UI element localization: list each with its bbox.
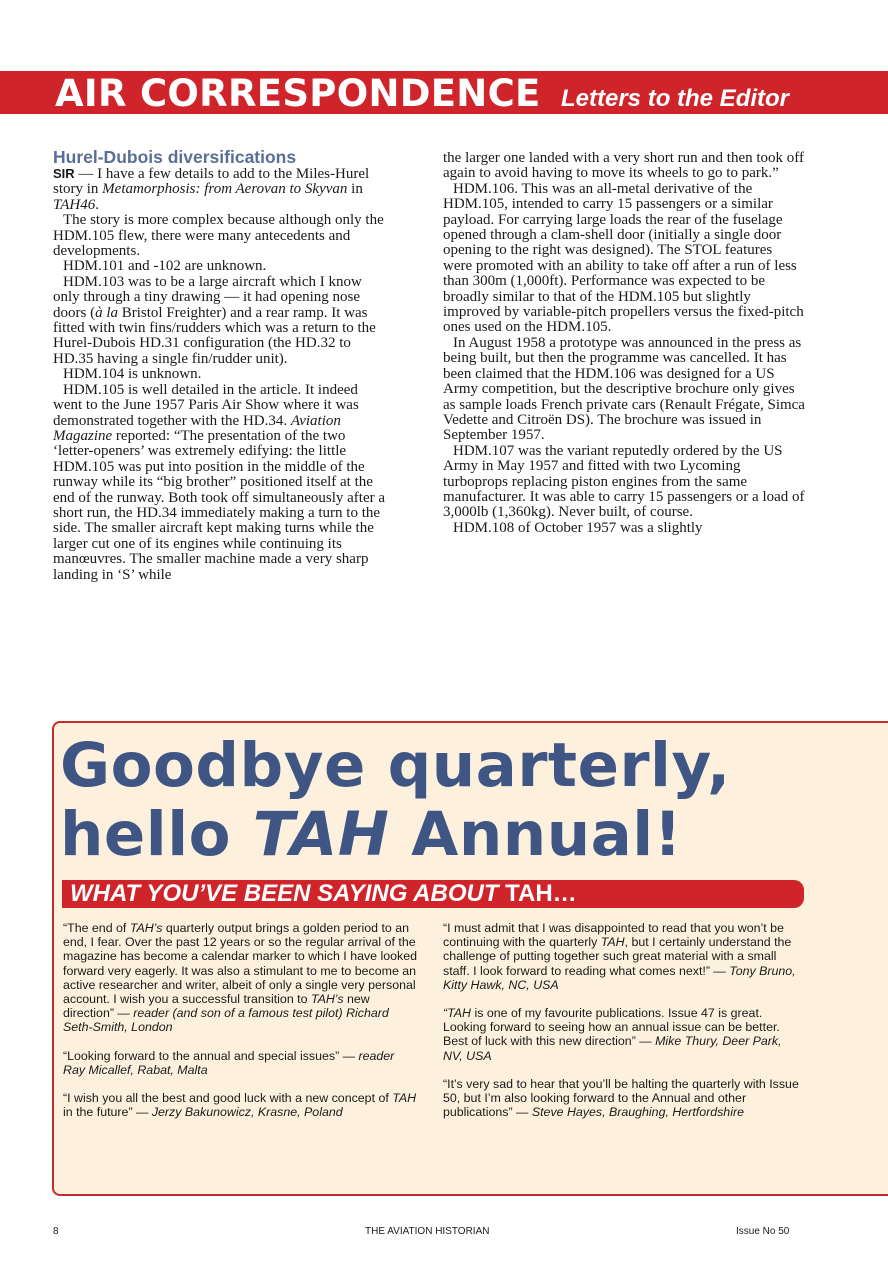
reader-quote: “TAH is one of my favourite publications. Issue 47 is great. Looking forward to seeing how an annual issue can be better. Best of luck with this new direction” — Mike Thury, Deer Park, NV, USA (443, 1006, 782, 1063)
article-paragraph: SIR — I have a few details to add to the Miles-Hurel story in Metamorphosis: from Aerovan to Skyvan in TAH46. (53, 166, 370, 213)
reader-quote: “It’s very sad to hear that you’ll be halting the quarterly with Issue 50, but I’m also looking forward to the Annual and other publications” — Steve Hayes, Braughing, Hertfordshire (443, 1076, 799, 1120)
article-paragraph: HDM.101 and -102 are unknown. (63, 258, 267, 275)
sir-salutation: SIR (53, 166, 75, 181)
article-paragraph: HDM.103 was to be a large aircraft which I know only through a tiny drawing — it had opening nose doors (à la Bristol Freighter) and a rear ramp. It was fitted with twin fins/rudders which was a return to the Hurel-Dubois HD.31 configuration (the HD.32 to HD.35 having a single fin/rudder unit). (53, 273, 376, 367)
article-paragraph: the larger one landed with a very short run and then took off again to avoid having to move its wheels to go to park.” (443, 150, 805, 182)
article-column-left (53, 148, 388, 583)
article-paragraph: HDM.106. This was an all-metal derivative of the HDM.105, intended to carry 15 passengers or a similar payload. For carrying large loads the rear of the fuselage opened through a clam-shell door (initially a single door opening to the right was designed). The STOL features were promoted with an ability to take off after a run of less than 300m (1,000ft). Performance was expected to be broadly similar to that of the HDM.105 but slightly improved by variable-pitch propellers versus the fixed-pitch ones used on the HDM.105. (443, 180, 804, 336)
quote-attribution: Mike Thury, Deer Park, NV, USA (443, 1034, 782, 1063)
quote-attribution: Jerzy Bakunowicz, Krasne, Poland (151, 1105, 343, 1120)
quotes-column-right (443, 921, 803, 1133)
quote-attribution: Steve Hayes, Braughing, Hertfordshire (531, 1105, 744, 1120)
quotes-column-left (63, 921, 418, 1133)
saying-heading: WHAT YOU’VE BEEN SAYING ABOUT TAH… (70, 880, 577, 907)
article-paragraph: HDM.107 was the variant reputedly ordered by the US Army in May 1957 and fitted with two Lycoming turboprops replacing piston engines from the same manufacturer. It was able to carry 15 passengers or a load of 3,000lb (1,360kg). Never built, of course. (443, 442, 805, 521)
issue-number: Issue No 50 (736, 1226, 790, 1237)
quote-attribution: reader Ray Micallef, Rabat, Malta (63, 1048, 395, 1077)
article-paragraph: HDM.105 is well detailed in the article. It indeed went to the June 1957 Paris Air Show where it was demonstrated together with the HD.34. Aviation Magazine reported: “The presentation of the two ‘letter-openers’ was extremely edifying: the little HDM.105 was put into position in the middle of the runway while its “big brother” positioned itself at the end of the runway. Both took off simultaneously after a short run, the HD.34 immediately making a turn to the side. The smaller aircraft kept making turns while the larger cut one of its engines while continuing its manœuvres. The smaller machine made a very sharp landing in ‘S’ while (53, 381, 386, 583)
article-paragraph: HDM.104 is unknown. (63, 366, 202, 383)
reader-quote: “I wish you all the best and good luck with a new concept of TAH in the future” — Jerzy Bakunowicz, Krasne, Poland (63, 1091, 417, 1120)
quote-attribution: reader (and son of a famous test pilot) Richard Seth-Smith, London (63, 1006, 389, 1035)
quote-attribution: Tony Bruno, Kitty Hawk, NC, USA (443, 963, 796, 992)
reader-quote: “Looking forward to the annual and special issues” — reader Ray Micallef, Rabat, Malta (63, 1048, 395, 1077)
announcement-title-line2: hello TAH Annual! (60, 799, 683, 870)
announcement-title (60, 731, 731, 869)
announcement-title-line1: Goodbye quarterly, (60, 730, 731, 801)
article-paragraph: HDM.108 of October 1957 was a slightly (453, 519, 703, 536)
article-paragraph: The story is more complex because although only the HDM.105 flew, there were many antecedents and developments. (53, 212, 384, 260)
article-column-right (443, 151, 805, 536)
article-paragraph: In August 1958 a prototype was announced in the press as being built, but then the programme was cancelled. It has been claimed that the HDM.106 was designed for a US Army competition, but the descriptive brochure only gives as sample loads French private cars (Renault Frégate, Simca Vedette and Citroën DS). The brochure was issued in September 1957. (443, 334, 805, 444)
section-title: AIR CORRESPONDENCE (55, 72, 541, 115)
reader-quote: “I must admit that I was disappointed to read that you won’t be continuing with the quarterly TAH, but I certainly understand the challenge of putting together such great material with a small staff. I look forward to reading what comes next!” — Tony Bruno, Kitty Hawk, NC, USA (443, 921, 796, 992)
section-subtitle: Letters to the Editor (561, 85, 790, 112)
reader-quote: “The end of TAH’s quarterly output brings a golden period to an end, I fear. Over the past 12 years or so the regular arrival of the magazine has become a calendar marker to which I have looked forward very eagerly. It was also a stimulant to me to become an active researcher and writer, albeit of only a single very personal account. I wish you a successful transition to TAH’s new direction” — reader (and son of a famous test pilot) Richard Seth-Smith, London (63, 921, 418, 1035)
page-number: 8 (53, 1226, 59, 1237)
article-headline: Hurel-Dubois diversifications (53, 147, 297, 167)
magazine-name: THE AVIATION HISTORIAN (365, 1226, 490, 1237)
